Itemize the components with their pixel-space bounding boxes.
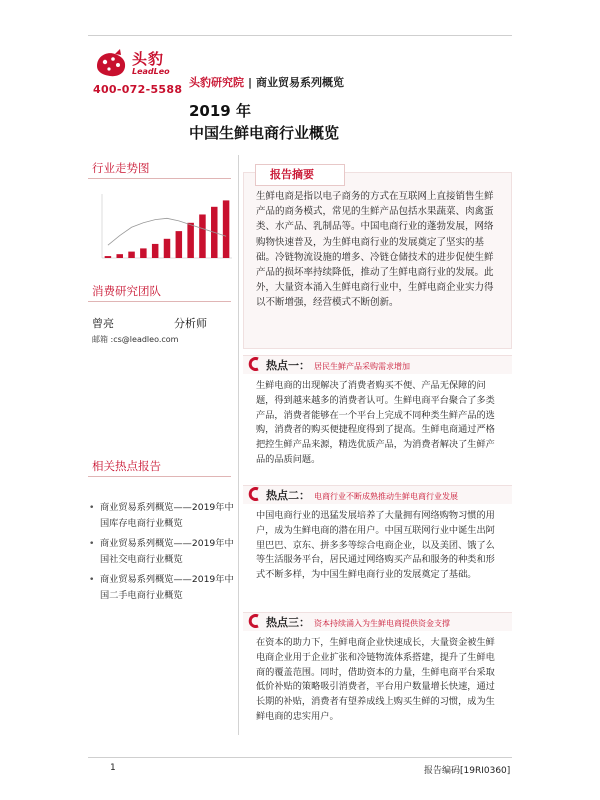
page-number: 1 bbox=[110, 763, 116, 773]
hotspot-text-2: 中国电商行业的迅猛发展培养了大量拥有网络购物习惯的用户，成为生鲜电商的潜在用户。中国互联网行业中诞生出阿里巴巴、京东、拼多多等综合电商企业，以及美团、饿了么等生活服务平台，居民通过网络购买产品和服务的种类和形式不断多样，为中国生鲜电商行业的发展奠定了基础。 bbox=[256, 510, 495, 581]
bullet-arc-icon bbox=[248, 357, 262, 371]
logo-cn: 头豹 bbox=[132, 50, 165, 68]
series-category: 商业贸易系列概览 bbox=[256, 76, 345, 89]
hotspot-label: 热点一： bbox=[266, 359, 310, 372]
summary-text: 生鲜电商是指以电子商务的方式在互联网上直接销售生鲜产品的商务模式，常见的生鲜产品包括水果蔬菜、肉禽蛋类、水产品、乳制品等。中国电商行业的蓬勃发展，网络购物快速普及，为生鲜电商行业的发展奠定了坚实的基础。冷链物流设施的增多、冷链仓储技术的进步促使生鲜产品的损坏率持续降低，推动了生鲜电商行业的发展。此外，大量资本涌入生鲜电商行业中，生鲜电商企业实力得以不断增强，经营模式不断创新。 bbox=[256, 191, 494, 309]
hotspot-text-1: 生鲜电商的出现解决了消费者购买不便、产品无保障的问题，得到越来越多的消费者认可。生鲜电商平台聚合了多类产品，消费者能够在一个平台上完成不同种类生鲜产品的选购，消费者的购买便捷程度得到了提高。生鲜电商通过严格把控生鲜产品来源，精选优质产品，为消费者解决了生鲜产品的品质问题。 bbox=[256, 380, 495, 465]
leopard-logo-icon bbox=[93, 48, 129, 80]
hotspot-subtitle: 电商行业不断成熟推动生鲜电商行业发展 bbox=[314, 492, 458, 501]
trend-chart bbox=[94, 188, 234, 266]
hotspot-title-2 bbox=[266, 487, 458, 503]
footer-rule bbox=[88, 757, 512, 758]
summary-heading: 报告摘要 bbox=[270, 168, 314, 181]
hotspot-title-3 bbox=[266, 614, 450, 630]
chart-bar bbox=[176, 231, 183, 258]
analyst-email[interactable]: 邮箱 :cs@leadleo.com bbox=[92, 335, 179, 344]
hot-report-link[interactable]: • 商业贸易系列概览——2019年中国库存电商行业概览 bbox=[88, 500, 238, 532]
phone-number: 400-072-5588 bbox=[93, 83, 183, 96]
report-year: 2019 年 bbox=[189, 102, 251, 120]
hotspot-subtitle: 居民生鲜产品采购需求增加 bbox=[314, 362, 410, 371]
hot-reports-rule bbox=[88, 476, 231, 477]
hotspot-label: 热点三： bbox=[266, 616, 310, 629]
analyst-name: 曾亮 bbox=[92, 317, 114, 330]
hotspot-subtitle: 资本持续涌入为生鲜电商提供资金支撑 bbox=[314, 619, 450, 628]
analyst-role: 分析师 bbox=[174, 317, 207, 330]
bullet-arc-icon bbox=[248, 487, 262, 501]
chart-bar bbox=[164, 239, 171, 258]
hot-report-link[interactable]: • 商业贸易系列概览——2019年中国二手电商行业概览 bbox=[88, 572, 238, 604]
chart-bar bbox=[187, 223, 194, 258]
column-divider bbox=[238, 155, 239, 735]
header-rule bbox=[88, 35, 512, 36]
hot-reports-list bbox=[88, 500, 238, 608]
hotspot-text-3: 在资本的助力下，生鲜电商企业快速成长，大量资金被生鲜电商企业用于企业扩张和冷链物流体系搭建，提升了生鲜电商的覆盖范围。同时，借助资本的力量，生鲜电商平台采取低价补贴的策略吸引消费者，平台用户数量增长快速，通过长期的补贴，消费者有望养成线上购买生鲜的习惯，成为生鲜电商的忠实用户。 bbox=[256, 637, 495, 722]
chart-bar bbox=[128, 252, 135, 258]
brand-name: 头豹研究院 bbox=[189, 76, 244, 89]
trend-heading-rule bbox=[88, 178, 231, 179]
brand-separator: | bbox=[248, 76, 253, 89]
logo-en: LeadLeo bbox=[132, 67, 170, 76]
chart-bar bbox=[140, 248, 147, 258]
series-line bbox=[189, 74, 344, 90]
hotspot-title-1 bbox=[266, 357, 410, 373]
team-heading: 消费研究团队 bbox=[92, 284, 161, 298]
team-heading-rule bbox=[88, 301, 231, 302]
chart-bar bbox=[152, 244, 159, 258]
bullet-arc-icon bbox=[248, 614, 262, 628]
report-code: 报告编码[19RI0360] bbox=[424, 766, 511, 776]
chart-bar bbox=[105, 256, 112, 258]
trend-heading: 行业走势图 bbox=[92, 161, 150, 175]
hot-report-link[interactable]: • 商业贸易系列概览——2019年中国社交电商行业概览 bbox=[88, 536, 238, 568]
chart-bar bbox=[116, 254, 123, 258]
page-title: 中国生鲜电商行业概览 bbox=[189, 124, 340, 142]
chart-bar bbox=[199, 214, 206, 258]
hotspot-label: 热点二： bbox=[266, 489, 310, 502]
chart-bar bbox=[223, 200, 230, 258]
hot-reports-heading: 相关热点报告 bbox=[92, 459, 161, 473]
